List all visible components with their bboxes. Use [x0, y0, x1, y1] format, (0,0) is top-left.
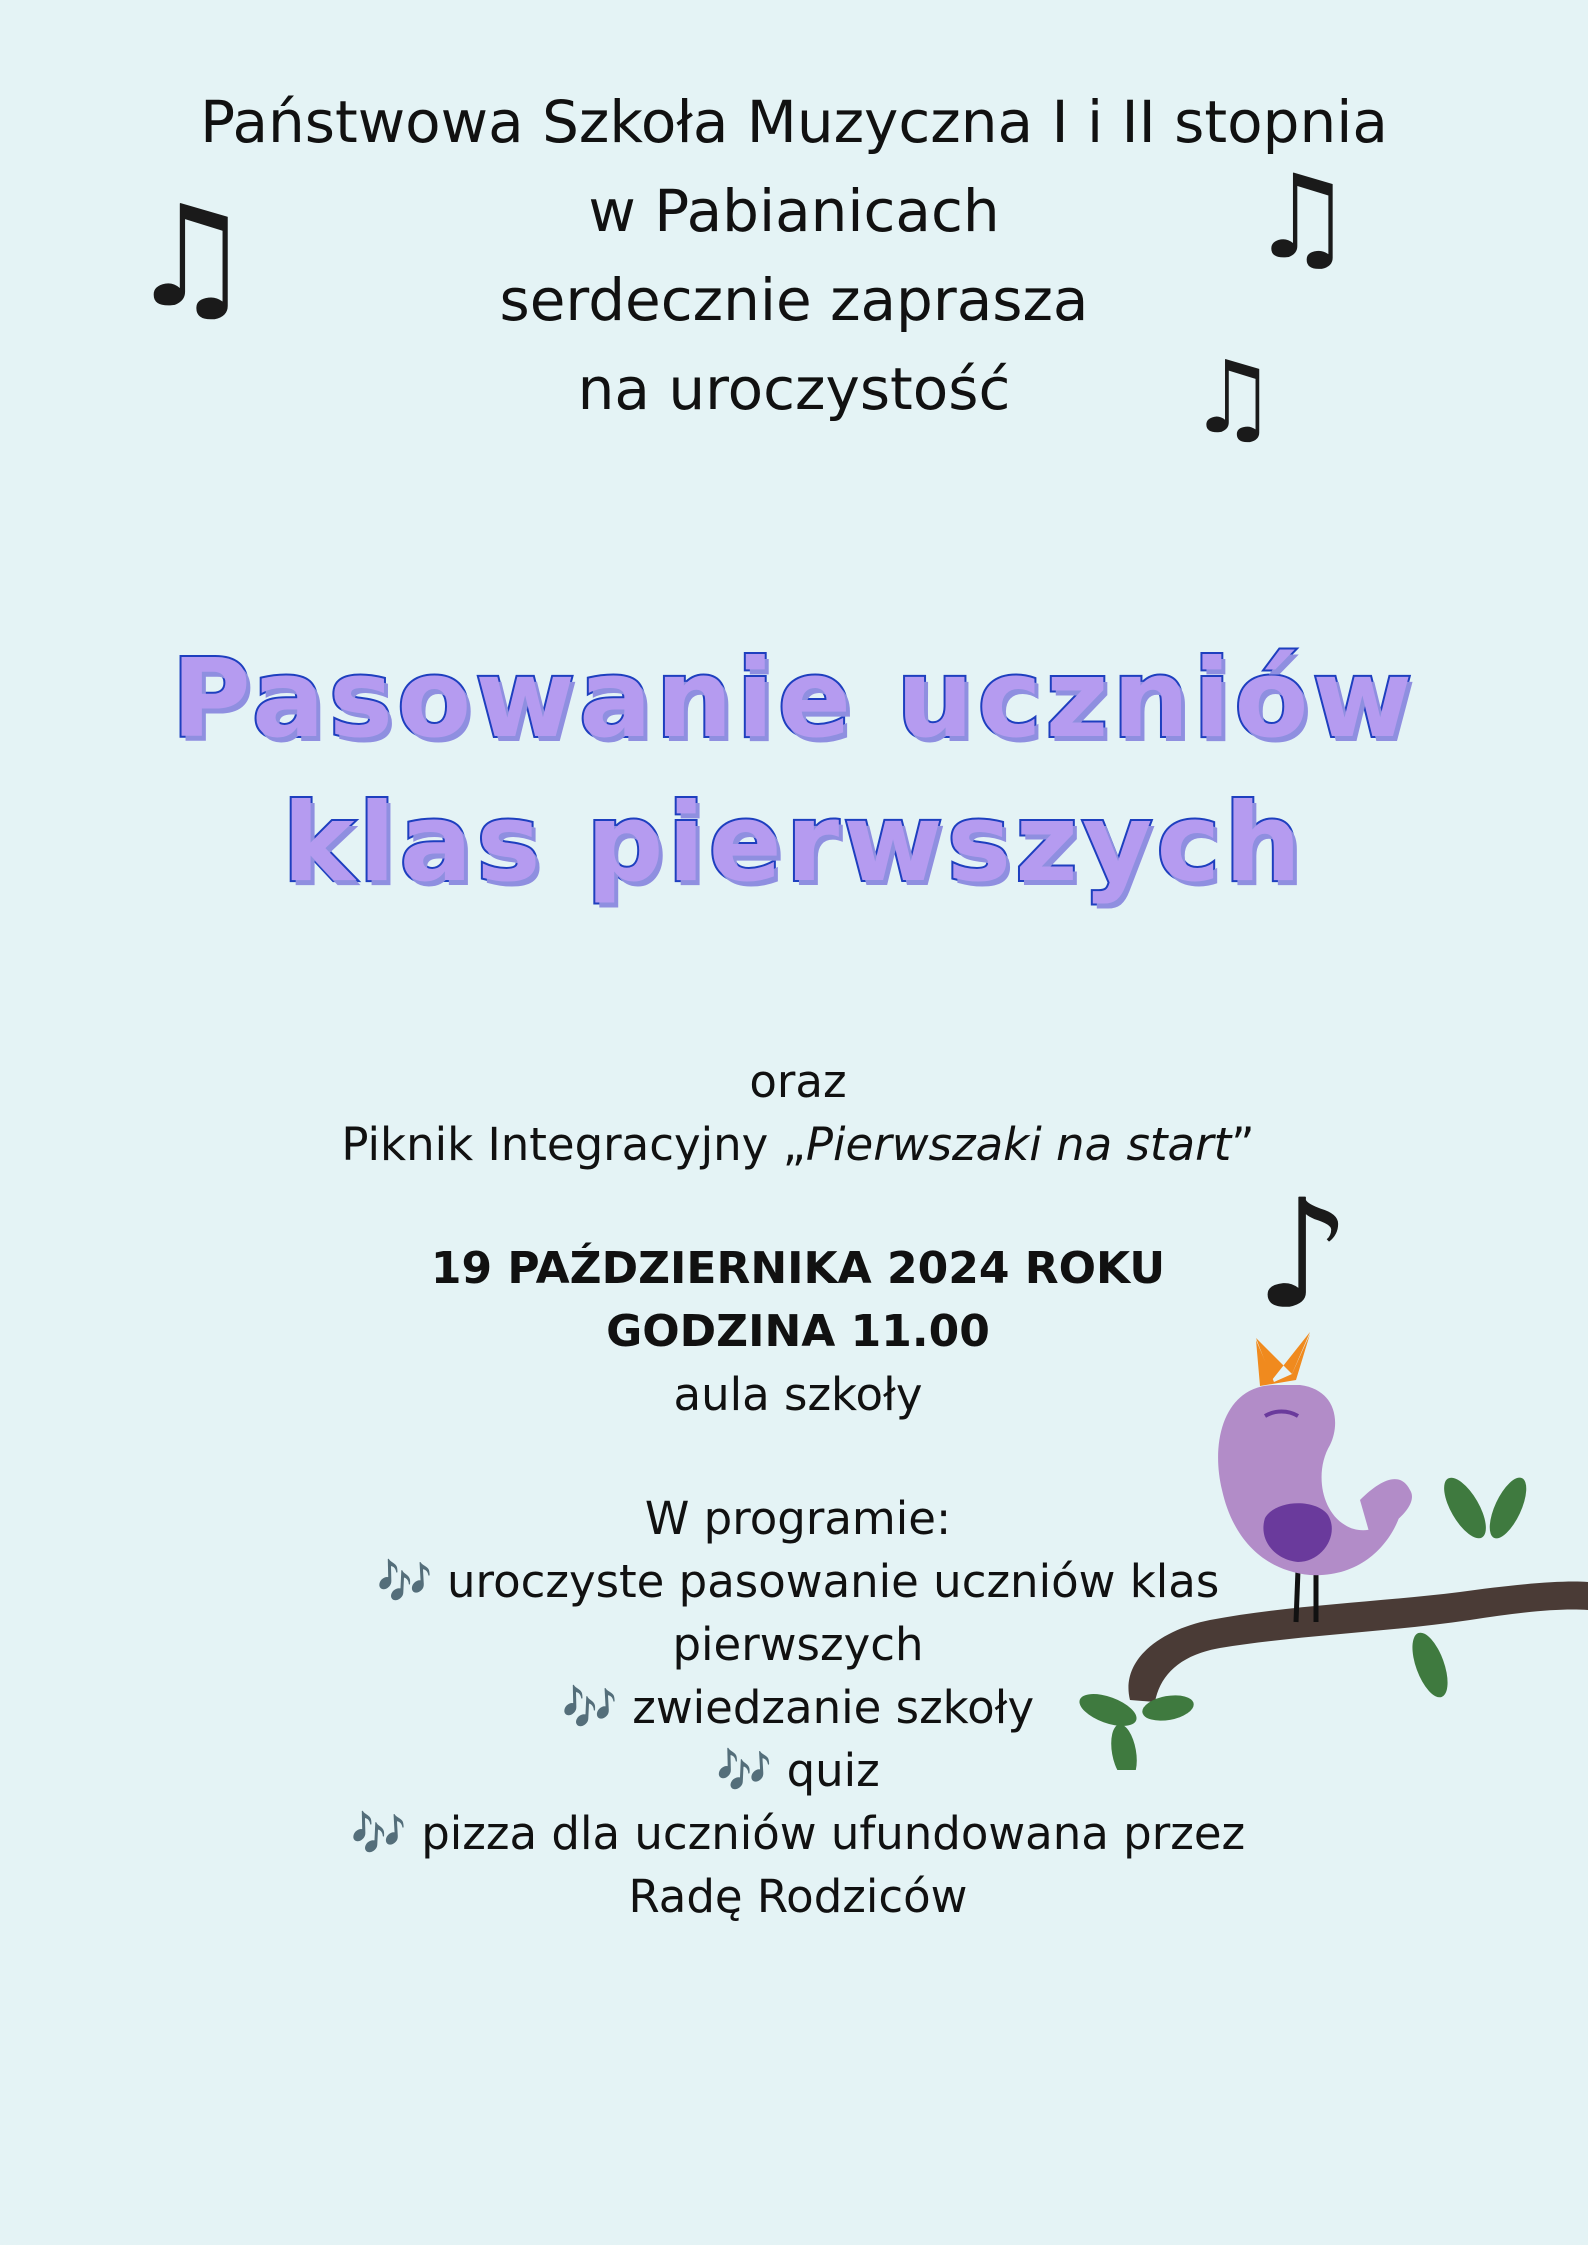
music-note-icon: ♫	[1188, 339, 1278, 456]
music-notes-icon: 🎶	[716, 1744, 773, 1797]
school-name: Państwowa Szkoła Muzyczna I i II stopnia	[200, 88, 1388, 156]
event-time: GODZINA 11.00	[606, 1306, 990, 1357]
leaf-icon	[1436, 1472, 1494, 1545]
bird-on-branch-illustration	[1060, 1330, 1588, 1770]
program-item-continued: pierwszych	[672, 1618, 924, 1671]
picnic-name: Pierwszaki na start	[805, 1118, 1232, 1171]
branch	[1128, 1582, 1588, 1702]
event-intro: na uroczystość	[577, 355, 1011, 423]
music-note-icon: ♫	[128, 176, 254, 339]
music-notes-icon: 🎶	[350, 1807, 407, 1860]
event-place: aula szkoły	[673, 1368, 923, 1421]
title-line-1: Pasowanie uczniów	[171, 637, 1417, 762]
music-note-icon: ♪	[1255, 1168, 1351, 1342]
beak	[1256, 1334, 1310, 1386]
music-notes-icon: 🎶	[561, 1681, 618, 1734]
program-heading: W programie:	[644, 1492, 952, 1545]
program-item: 🎶 uroczyste pasowanie uczniów klas	[376, 1555, 1220, 1608]
music-notes-icon: 🎶	[376, 1555, 433, 1608]
picnic-line: Piknik Integracyjny „Pierwszaki na start”	[341, 1118, 1255, 1171]
program-item: 🎶 zwiedzanie szkoły	[561, 1681, 1035, 1734]
program-item: 🎶 pizza dla uczniów ufundowana przez	[350, 1807, 1246, 1860]
program-item: 🎶 quiz	[716, 1744, 880, 1797]
music-note-icon: ♫	[1250, 150, 1354, 285]
school-city: w Pabianicach	[588, 177, 1000, 245]
invite-phrase: serdecznie zaprasza	[499, 266, 1089, 334]
program-item-continued: Radę Rodziców	[628, 1870, 968, 1923]
event-date: 19 PAŹDZIERNIKA 2024 ROKU	[430, 1243, 1166, 1294]
leaf-icon	[1405, 1628, 1455, 1701]
event-title	[0, 628, 1588, 916]
title-line-2: klas pierwszych	[282, 781, 1306, 906]
leaf-icon	[1107, 1722, 1140, 1770]
leaf-icon	[1482, 1473, 1533, 1544]
and-label: oraz	[749, 1055, 847, 1108]
